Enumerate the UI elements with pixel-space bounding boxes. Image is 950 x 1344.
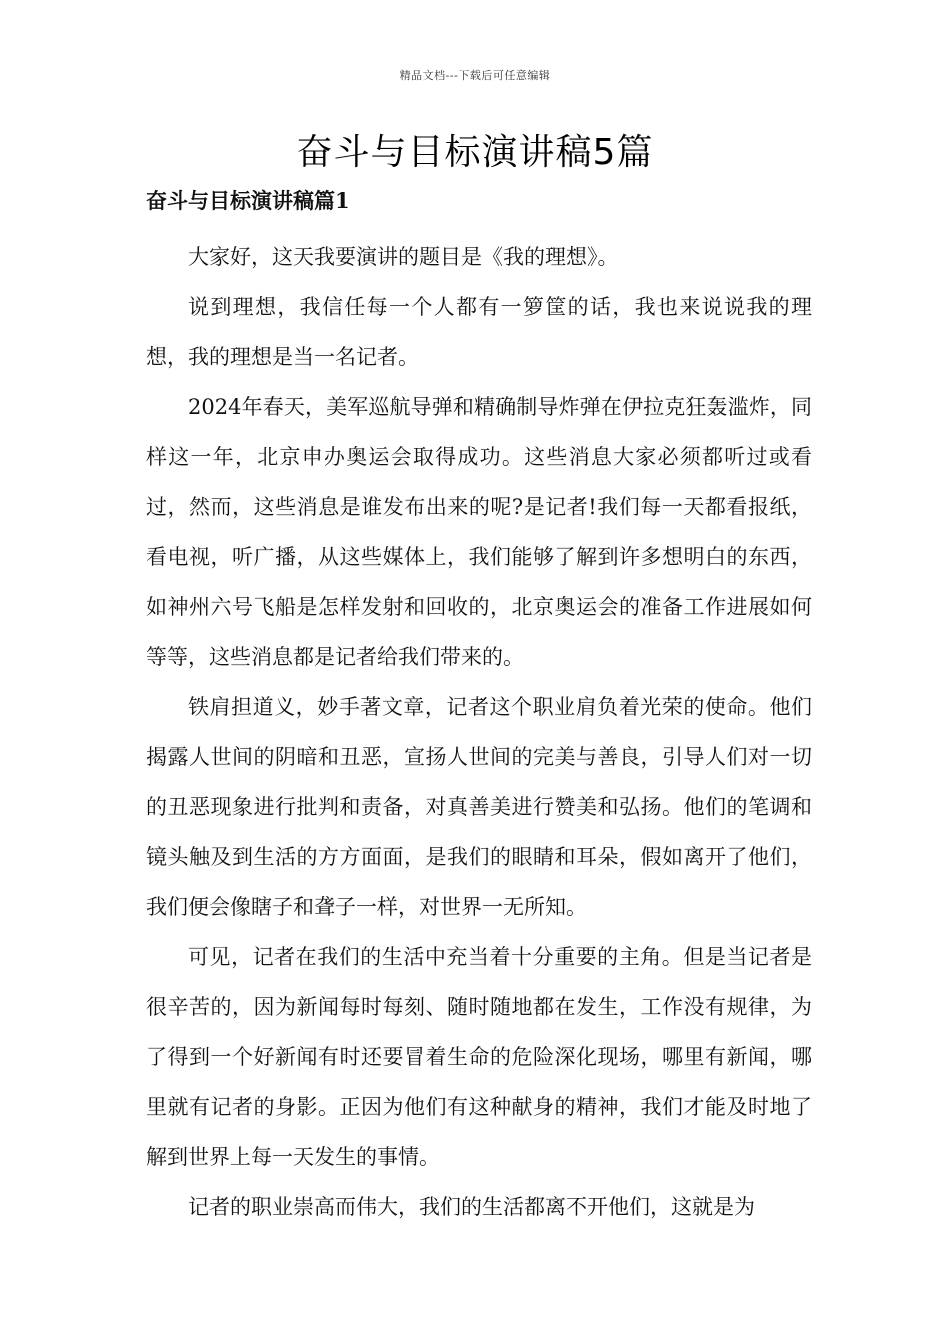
paragraph: 记者的职业崇高而伟大，我们的生活都离不开他们，这就是为 <box>188 1195 755 1219</box>
paragraph: 大家好，这天我要演讲的题目是《我的理想》。 <box>188 245 619 269</box>
document-title: 奋斗与目标演讲稿5篇 <box>296 132 654 173</box>
document-body <box>146 232 812 1232</box>
section-heading: 奋斗与目标演讲稿篇1 <box>146 188 350 213</box>
paragraph: 说到理想，我信任每一个人都有一箩筐的话，我也来说说我的理想，我的理想是当一名记者。 <box>146 295 812 369</box>
paragraph: 铁肩担道义，妙手著文章，记者这个职业肩负着光荣的使命。他们揭露人世间的阴暗和丑恶，宣扬人世间的完美与善良，引导人们对一切的丑恶现象进行批判和责备，对真善美进行赞美和弘扬。他们的笔调和镜头触及到生活的方方面面，是我们的眼睛和耳朵，假如离开了他们，我们便会像瞎子和聋子一样，对世界一无所知。 <box>146 695 812 919</box>
paragraph: 2024年春天，美军巡航导弹和精确制导炸弹在伊拉克狂轰滥炸，同样这一年，北京申办奥运会取得成功。这些消息大家必须都听过或看过，然而，这些消息是谁发布出来的呢?是记者!我们每一天都看报纸，看电视，听广播，从这些媒体上，我们能够了解到许多想明白的东西，如神州六号飞船是怎样发射和回收的，北京奥运会的准备工作进展如何等等，这些消息都是记者给我们带来的。 <box>146 395 812 669</box>
paragraph: 可见，记者在我们的生活中充当着十分重要的主角。但是当记者是很辛苦的，因为新闻每时每刻、随时随地都在发生，工作没有规律，为了得到一个好新闻有时还要冒着生命的危险深化现场，哪里有新闻，哪里就有记者的身影。正因为他们有这种献身的精神，我们才能及时地了解到世界上每一天发生的事情。 <box>146 945 812 1169</box>
header-note: 精品文档---下载后可任意编辑 <box>399 69 551 82</box>
